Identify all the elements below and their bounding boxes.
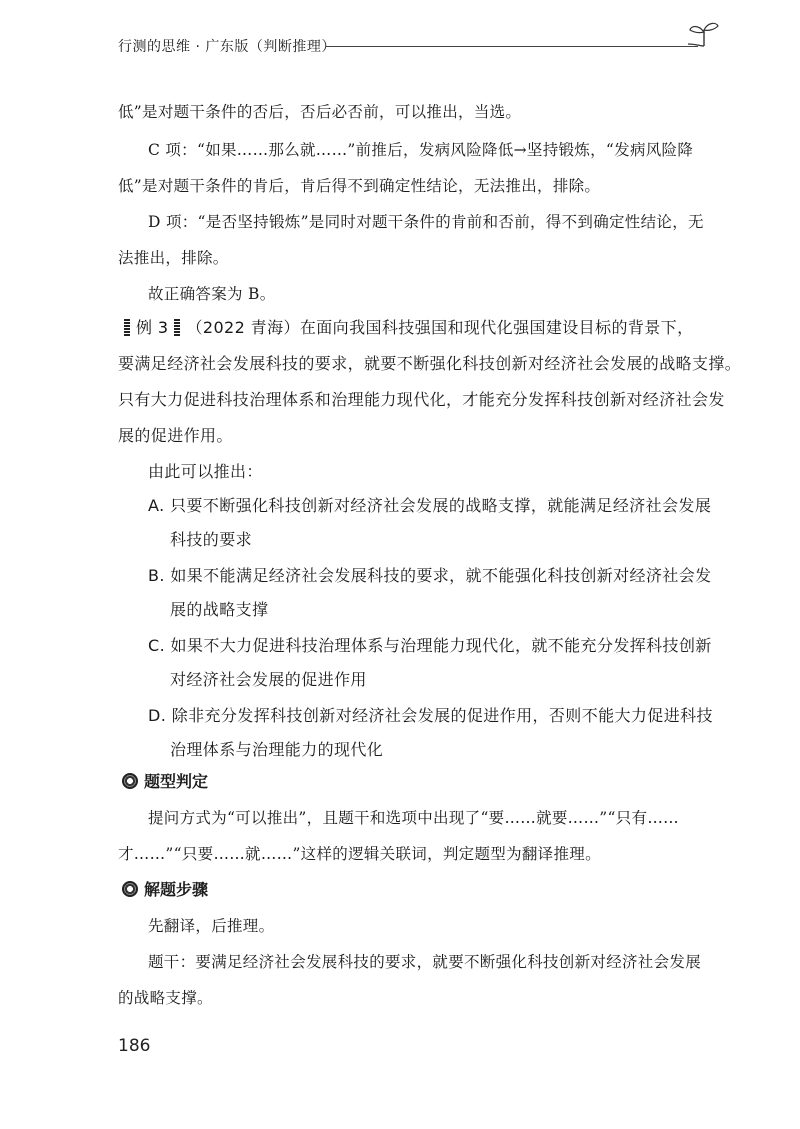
option-a: A. 只要不断强化科技创新对经济社会发展的战略支撑，就能满足经济社会发展 bbox=[148, 496, 712, 515]
option-c: C. 如果不大力促进科技治理体系与治理能力现代化，就不能充分发挥科技创新 bbox=[148, 636, 712, 655]
question-prompt: 由此可以推出： bbox=[148, 462, 263, 481]
answer-line: 故正确答案为 B。 bbox=[148, 285, 276, 303]
bracket-left-icon bbox=[124, 318, 130, 336]
option-d: D. 除非充分发挥科技创新对经济社会发展的促进作用，否则不能大力促进科技 bbox=[148, 706, 713, 725]
running-header bbox=[118, 36, 718, 60]
paragraph-line: 先翻译，后推理。 bbox=[148, 917, 275, 935]
header-rule bbox=[326, 46, 698, 47]
example-source: （2022 青海）在面向我国科技强国和现代化强国建设目标的背景下， bbox=[186, 318, 694, 337]
page-number: 186 bbox=[118, 1036, 151, 1056]
paragraph-line: C 项：“如果……那么就……”前推后，发病风险降低→坚持锻炼，“发病风险降 bbox=[148, 141, 694, 159]
example-line: 要满足经济社会发展科技的要求，就要不断强化科技创新对经济社会发展的战略支撑。 bbox=[118, 354, 742, 373]
paragraph-line: 的战略支撑。 bbox=[118, 989, 213, 1007]
option-b-cont: 展的战略支撑 bbox=[170, 600, 269, 619]
flower-badge-icon bbox=[122, 773, 138, 789]
option-c-cont: 对经济社会发展的促进作用 bbox=[170, 670, 367, 689]
sprout-icon bbox=[688, 20, 720, 48]
flower-badge-icon bbox=[122, 881, 138, 897]
option-a-cont: 科技的要求 bbox=[170, 530, 253, 549]
paragraph-line: 法推出，排除。 bbox=[118, 249, 229, 267]
paragraph-line: 低”是对题干条件的否后，否后必否前，可以推出，当选。 bbox=[118, 103, 522, 121]
example-line: 只有大力促进科技治理体系和治理能力现代化，才能充分发挥科技创新对经济社会发 bbox=[118, 390, 725, 409]
example-heading bbox=[118, 318, 693, 338]
example-label: 例 3 bbox=[136, 318, 169, 337]
bracket-right-icon bbox=[174, 318, 180, 336]
paragraph-line: D 项：“是否坚持锻炼”是同时对题干条件的肯前和否前，得不到确定性结论，无 bbox=[148, 213, 704, 231]
paragraph-line: 低”是对题干条件的肯后，肯后得不到确定性结论，无法推出，排除。 bbox=[118, 177, 601, 195]
example-line: 展的促进作用。 bbox=[118, 426, 233, 445]
paragraph-line: 提问方式为“可以推出”，且题干和选项中出现了“要……就要……”“只有…… bbox=[148, 809, 679, 827]
header-title: 行测的思维 · 广东版（判断推理） bbox=[118, 39, 336, 55]
section-steps bbox=[122, 880, 208, 900]
paragraph-line: 才……”“只要……就……”这样的逻辑关联词，判定题型为翻译推理。 bbox=[118, 845, 601, 863]
section-heading: 解题步骤 bbox=[144, 880, 209, 899]
section-type-judgement bbox=[122, 772, 208, 792]
section-heading: 题型判定 bbox=[144, 772, 209, 791]
paragraph-line: 题干：要满足经济社会发展科技的要求，就要不断强化科技创新对经济社会发展 bbox=[148, 953, 702, 971]
option-d-cont: 治理体系与治理能力的现代化 bbox=[170, 740, 384, 759]
option-b: B. 如果不能满足经济社会发展科技的要求，就不能强化科技创新对经济社会发 bbox=[148, 566, 712, 585]
